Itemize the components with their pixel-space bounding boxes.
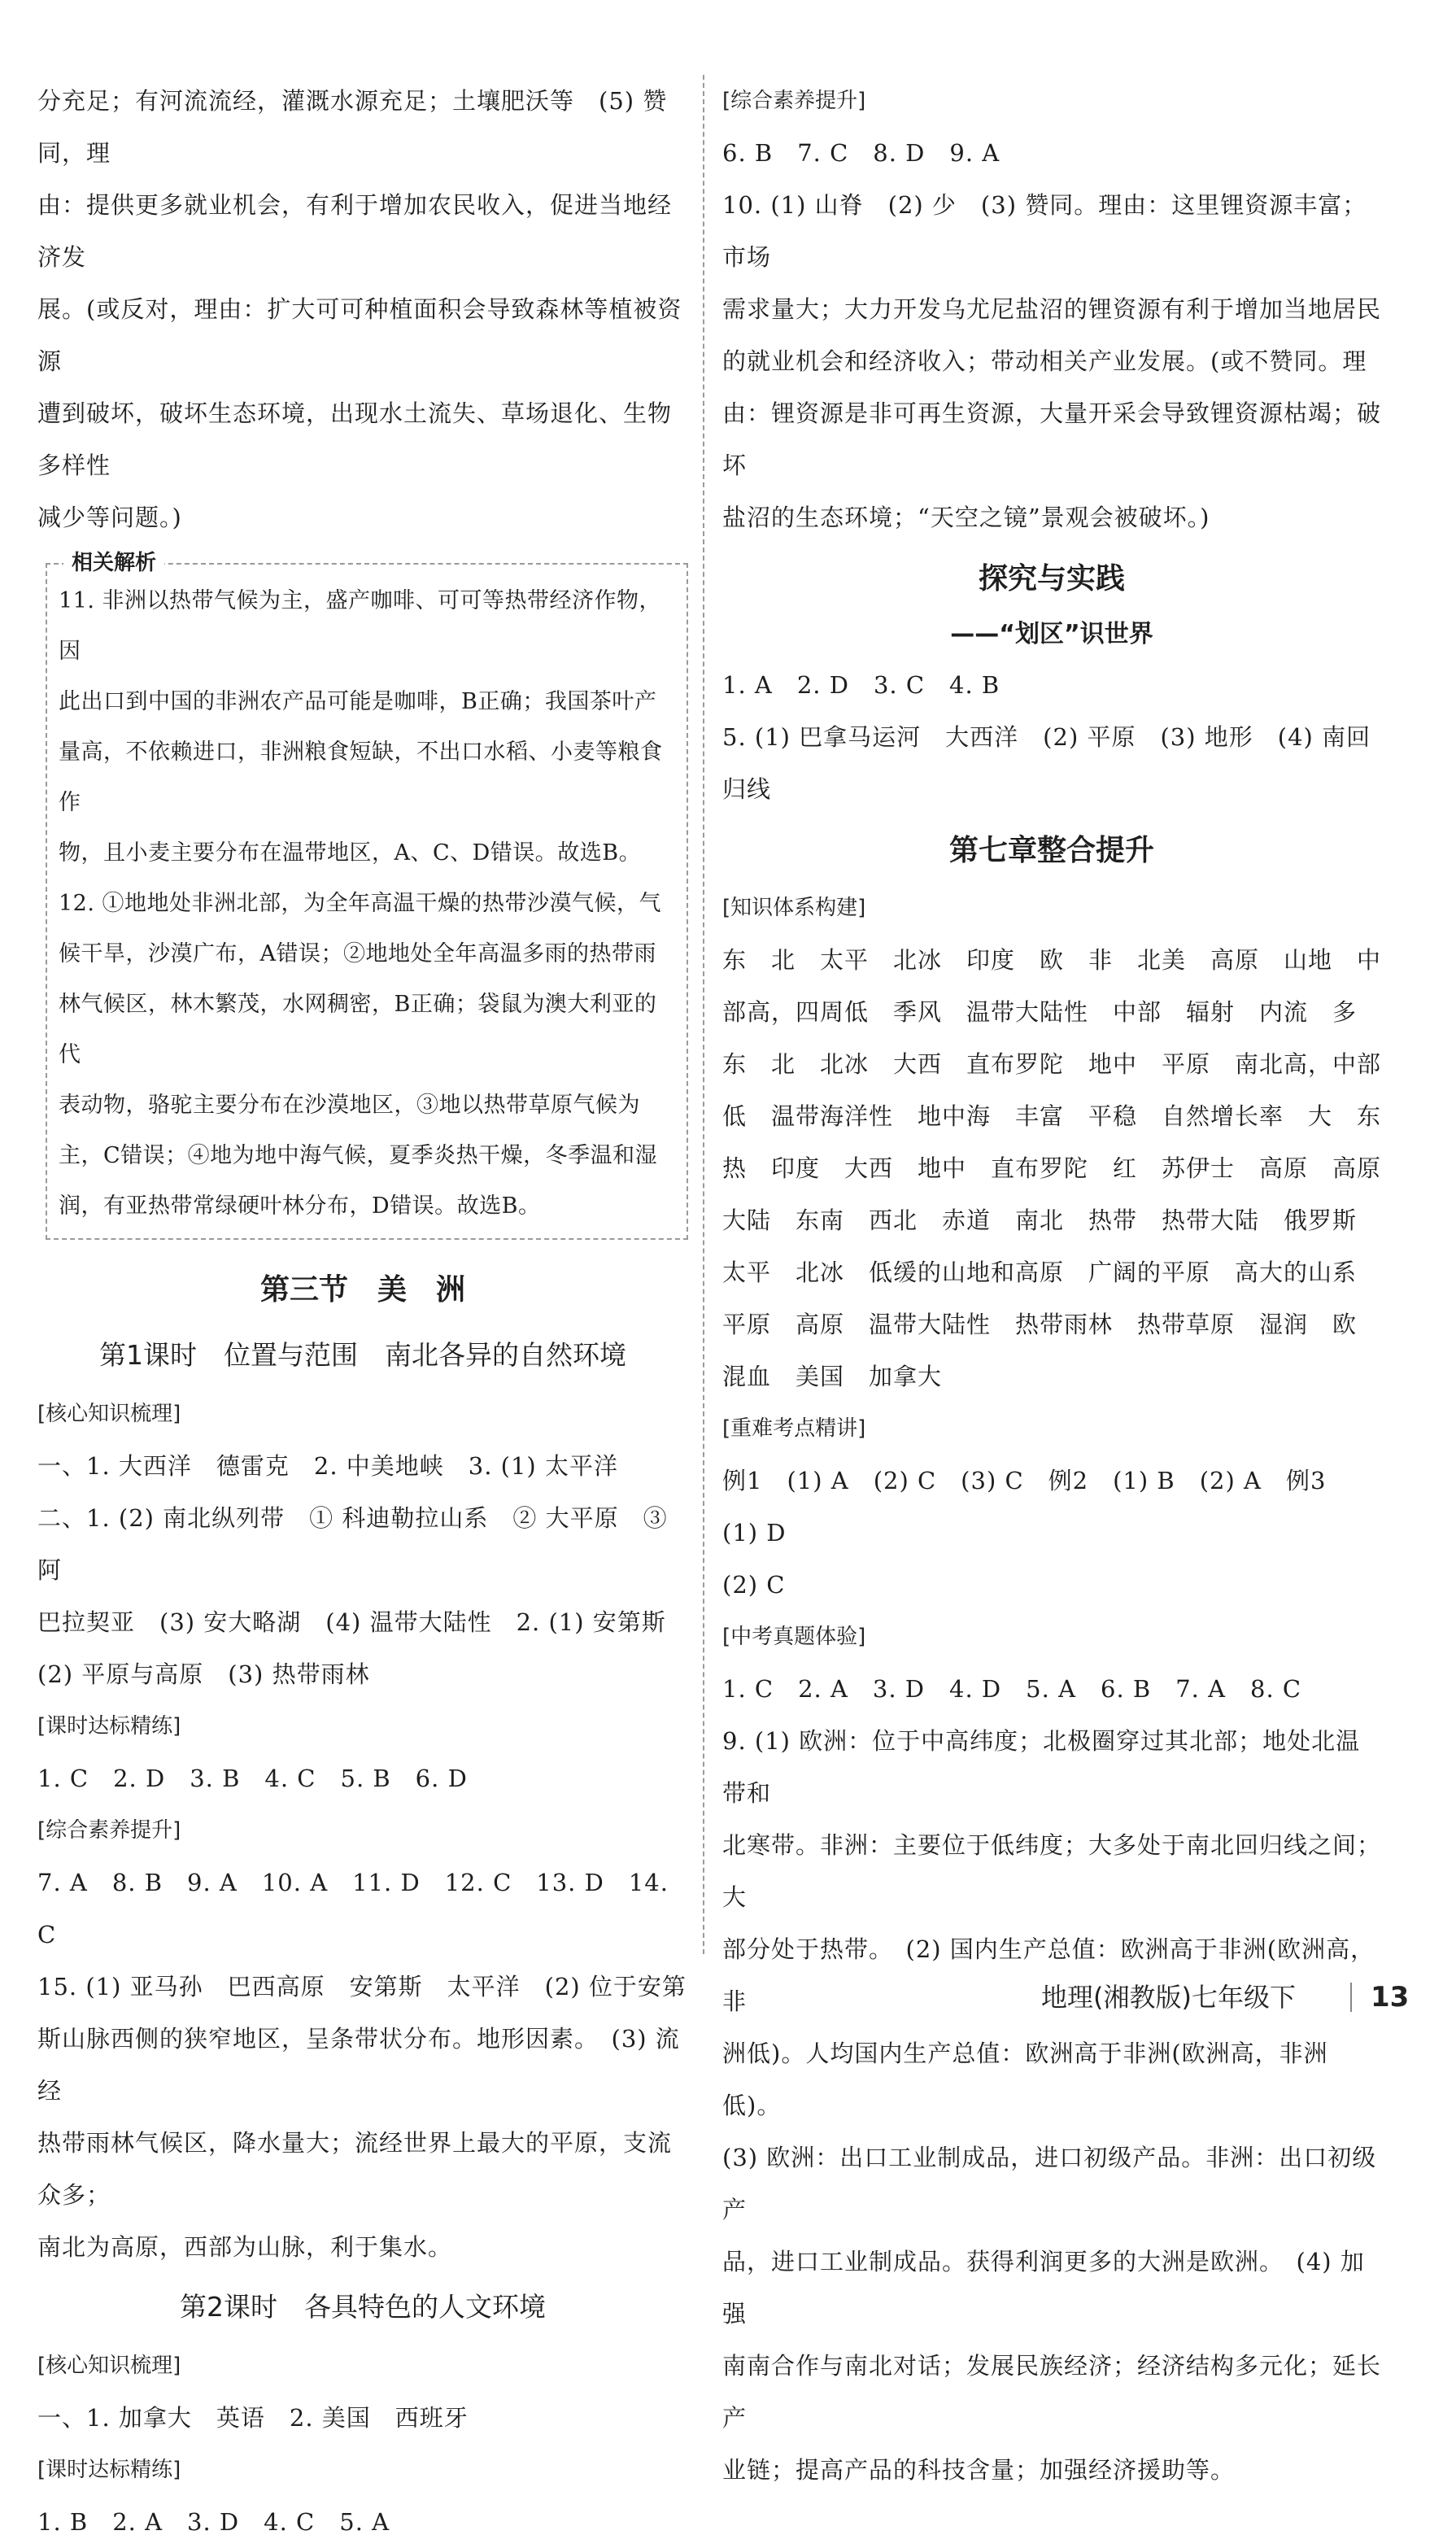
text-line: 5. (1) 巴拿马运河 大西洋 (2) 平原 (3) 地形 (4) 南回 bbox=[722, 723, 1371, 751]
page-number: 13 bbox=[1371, 1981, 1410, 2014]
answer-line: 7. A 8. B 9. A 10. A 11. D 12. C 13. D 14. C bbox=[37, 1869, 669, 1948]
text-line: 15. (1) 亚马孙 巴西高原 安第斯 太平洋 (2) 位于安第 bbox=[37, 1973, 687, 2000]
lesson-title: 第1课时 位置与范围 南北各异的自然环境 bbox=[99, 1339, 626, 1371]
left-column bbox=[37, 75, 688, 2548]
footer-divider bbox=[1350, 1983, 1352, 2012]
text-line: 洲低)。人均国内生产总值：欧洲高于非洲(欧洲高，非洲低)。 bbox=[722, 2040, 1328, 2119]
text-line: 大陆 东南 西北 赤道 南北 热带 热带大陆 俄罗斯 bbox=[722, 1206, 1358, 1234]
page-footer bbox=[1041, 1973, 1423, 2022]
text-line: 热 印度 大西 地中 直布罗陀 红 苏伊士 高原 高原 bbox=[722, 1154, 1382, 1182]
text-line: 北寒带。非洲：主要位于低纬度；大多处于南北回归线之间；大 bbox=[722, 1831, 1382, 1911]
analysis-line: 12. ①地地处非洲北部，为全年高温干燥的热带沙漠气候，气 bbox=[59, 891, 662, 916]
analysis-line: 11. 非洲以热带气候为主，盛产咖啡、可可等热带经济作物，因 bbox=[59, 588, 662, 664]
text-line: (2) 平原与高原 (3) 热带雨林 bbox=[37, 1660, 370, 1688]
answer-line: 1. C 2. D 3. B 4. C 5. B 6. D bbox=[37, 1765, 468, 1792]
analysis-line: 物，且小麦主要分布在温带地区，A、C、D错误。故选B。 bbox=[59, 840, 642, 866]
text-line: 业链；提高产品的科技含量；加强经济援助等。 bbox=[722, 2456, 1236, 2484]
right-column bbox=[722, 75, 1381, 2496]
text-line: 展。(或反对，理由：扩大可可种植面积会导致森林等植被资源 bbox=[37, 295, 682, 375]
text-line: 遭到破坏，破坏生态环境，出现水土流失、草场退化、生物多样性 bbox=[37, 399, 673, 479]
text-line: 的就业机会和经济收入；带动相关产业发展。(或不赞同。理 bbox=[722, 347, 1367, 375]
text-line: 太平 北冰 低缓的山地和高原 广阔的平原 高大的山系 bbox=[722, 1259, 1358, 1286]
label-knowledge-system: [知识体系构建] bbox=[722, 896, 866, 920]
explore-section bbox=[722, 548, 1381, 815]
answer-line: (2) C bbox=[722, 1571, 786, 1599]
analysis-line: 表动物，骆驼主要分布在沙漠地区，③地以热带草原气候为 bbox=[59, 1093, 640, 1118]
label-core-knowledge: [核心知识梳理] bbox=[37, 2354, 181, 2378]
text-line: 一、1. 大西洋 德雷克 2. 中美地峡 3. (1) 太平洋 bbox=[37, 1452, 618, 1480]
text-line: 东 北 太平 北冰 印度 欧 非 北美 高原 山地 中 bbox=[722, 946, 1382, 974]
text-line: 斯山脉西侧的狭窄地区，呈条带状分布。地形因素。 (3) 流经 bbox=[37, 2025, 680, 2105]
text-line: 南北为高原，西部为山脉，利于集水。 bbox=[37, 2233, 453, 2261]
text-line: 部高，四周低 季风 温带大陆性 中部 辐射 内流 多 bbox=[722, 998, 1358, 1026]
lesson-1 bbox=[37, 1323, 688, 2273]
explore-subtitle: ——“划区”识世界 bbox=[950, 620, 1153, 648]
label-exam: [中考真题体验] bbox=[722, 1625, 866, 1649]
label-key-points: [重难考点精讲] bbox=[722, 1416, 866, 1441]
analysis-line: 候干旱，沙漠广布，A错误；②地地处全年高温多雨的热带雨 bbox=[59, 941, 656, 966]
text-line: 品，进口工业制成品。获得利润更多的大洲是欧洲。 (4) 加强 bbox=[722, 2248, 1365, 2328]
footer-subject: 地理(湘教版)七年级下 bbox=[1041, 1982, 1296, 2013]
label-quality: [综合素养提升] bbox=[37, 1818, 181, 1843]
label-practice: [课时达标精练] bbox=[37, 1714, 181, 1739]
answer-line: 1. A 2. D 3. C 4. B bbox=[722, 671, 1000, 699]
label-practice: [课时达标精练] bbox=[37, 2458, 181, 2482]
text-line: 盐沼的生态环境；“天空之镜”景观会被破坏。) bbox=[722, 504, 1210, 531]
text-line: 部分处于热带。 (2) 国内生产总值：欧洲高于非洲(欧洲高，非 bbox=[722, 1935, 1375, 2015]
chapter-review bbox=[722, 820, 1381, 2496]
answer-line: 例1 (1) A (2) C (3) C 例2 (1) B (2) A 例3 (1) D bbox=[722, 1467, 1351, 1547]
continued-answer bbox=[37, 75, 688, 543]
lesson-title: 第2课时 各具特色的人文环境 bbox=[180, 2291, 546, 2323]
text-line: 减少等问题。) bbox=[37, 504, 182, 531]
text-line: 平原 高原 温带大陆性 热带雨林 热带草原 湿润 欧 bbox=[722, 1311, 1358, 1338]
answer-line: 6. B 7. C 8. D 9. A bbox=[722, 139, 1000, 167]
analysis-line: 主，C错误；④地为地中海气候，夏季炎热干燥，冬季温和湿 bbox=[59, 1143, 658, 1168]
lesson-2 bbox=[37, 2275, 688, 2548]
explore-title: 探究与实践 bbox=[978, 562, 1125, 596]
text-line: 10. (1) 山脊 (2) 少 (3) 赞同。理由：这里锂资源丰富；市场 bbox=[722, 191, 1367, 271]
text-line: 巴拉契亚 (3) 安大略湖 (4) 温带大陆性 2. (1) 安第斯 bbox=[37, 1608, 666, 1636]
text-line: 由：锂资源是非可再生资源，大量开采会导致锂资源枯竭；破坏 bbox=[722, 399, 1382, 479]
analysis-box bbox=[46, 551, 688, 1240]
label-core-knowledge: [核心知识梳理] bbox=[37, 1402, 181, 1426]
answer-line: 1. B 2. A 3. D 4. C 5. A bbox=[37, 2508, 390, 2536]
text-line: 需求量大；大力开发乌尤尼盐沼的锂资源有利于增加当地居民 bbox=[722, 295, 1382, 323]
label-quality: [综合素养提升] bbox=[722, 89, 866, 113]
chapter-title: 第七章整合提升 bbox=[948, 834, 1154, 867]
text-line: 归线 bbox=[722, 775, 772, 803]
text-line: 低 温带海洋性 地中海 丰富 平稳 自然增长率 大 东 bbox=[722, 1102, 1382, 1130]
analysis-line: 此出口到中国的非洲农产品可能是咖啡，B正确；我国茶叶产 bbox=[59, 689, 657, 714]
column-divider bbox=[703, 75, 704, 1954]
text-line: 东 北 北冰 大西 直布罗陀 地中 平原 南北高，中部 bbox=[722, 1050, 1382, 1078]
text-line: 分充足；有河流流经，灌溉水源充足；土壤肥沃等 (5) 赞同，理 bbox=[37, 87, 668, 167]
text-line: 南南合作与南北对话；发展民族经济；经济结构多元化；延长产 bbox=[722, 2352, 1382, 2432]
analysis-line: 林气候区，林木繁茂，水网稠密，B正确；袋鼠为澳大利亚的代 bbox=[59, 992, 657, 1067]
text-line: 二、1. (2) 南北纵列带 ① 科迪勒拉山系 ② 大平原 ③ 阿 bbox=[37, 1504, 668, 1584]
text-line: 热带雨林气候区，降水量大；流经世界上最大的平原，支流众多； bbox=[37, 2129, 673, 2209]
text-line: 9. (1) 欧洲：位于中高纬度；北极圈穿过其北部；地处北温带和 bbox=[722, 1727, 1361, 1807]
text-line: (3) 欧洲：出口工业制成品，进口初级产品。非洲：出口初级产 bbox=[722, 2144, 1377, 2223]
analysis-line: 量高，不依赖进口，非洲粮食短缺，不出口水稻、小麦等粮食作 bbox=[59, 740, 663, 815]
answer-line: 1. C 2. A 3. D 4. D 5. A 6. B 7. A 8. C bbox=[722, 1675, 1302, 1703]
text-line: 一、1. 加拿大 英语 2. 美国 西班牙 bbox=[37, 2404, 469, 2432]
section-title: 第三节 美 洲 bbox=[259, 1273, 465, 1307]
text-line: 由：提供更多就业机会，有利于增加农民收入，促进当地经济发 bbox=[37, 191, 673, 271]
analysis-line: 润，有亚热带常绿硬叶林分布，D错误。故选B。 bbox=[59, 1193, 541, 1219]
text-line: 混血 美国 加拿大 bbox=[722, 1363, 943, 1390]
analysis-box-title: 相关解析 bbox=[63, 548, 164, 578]
